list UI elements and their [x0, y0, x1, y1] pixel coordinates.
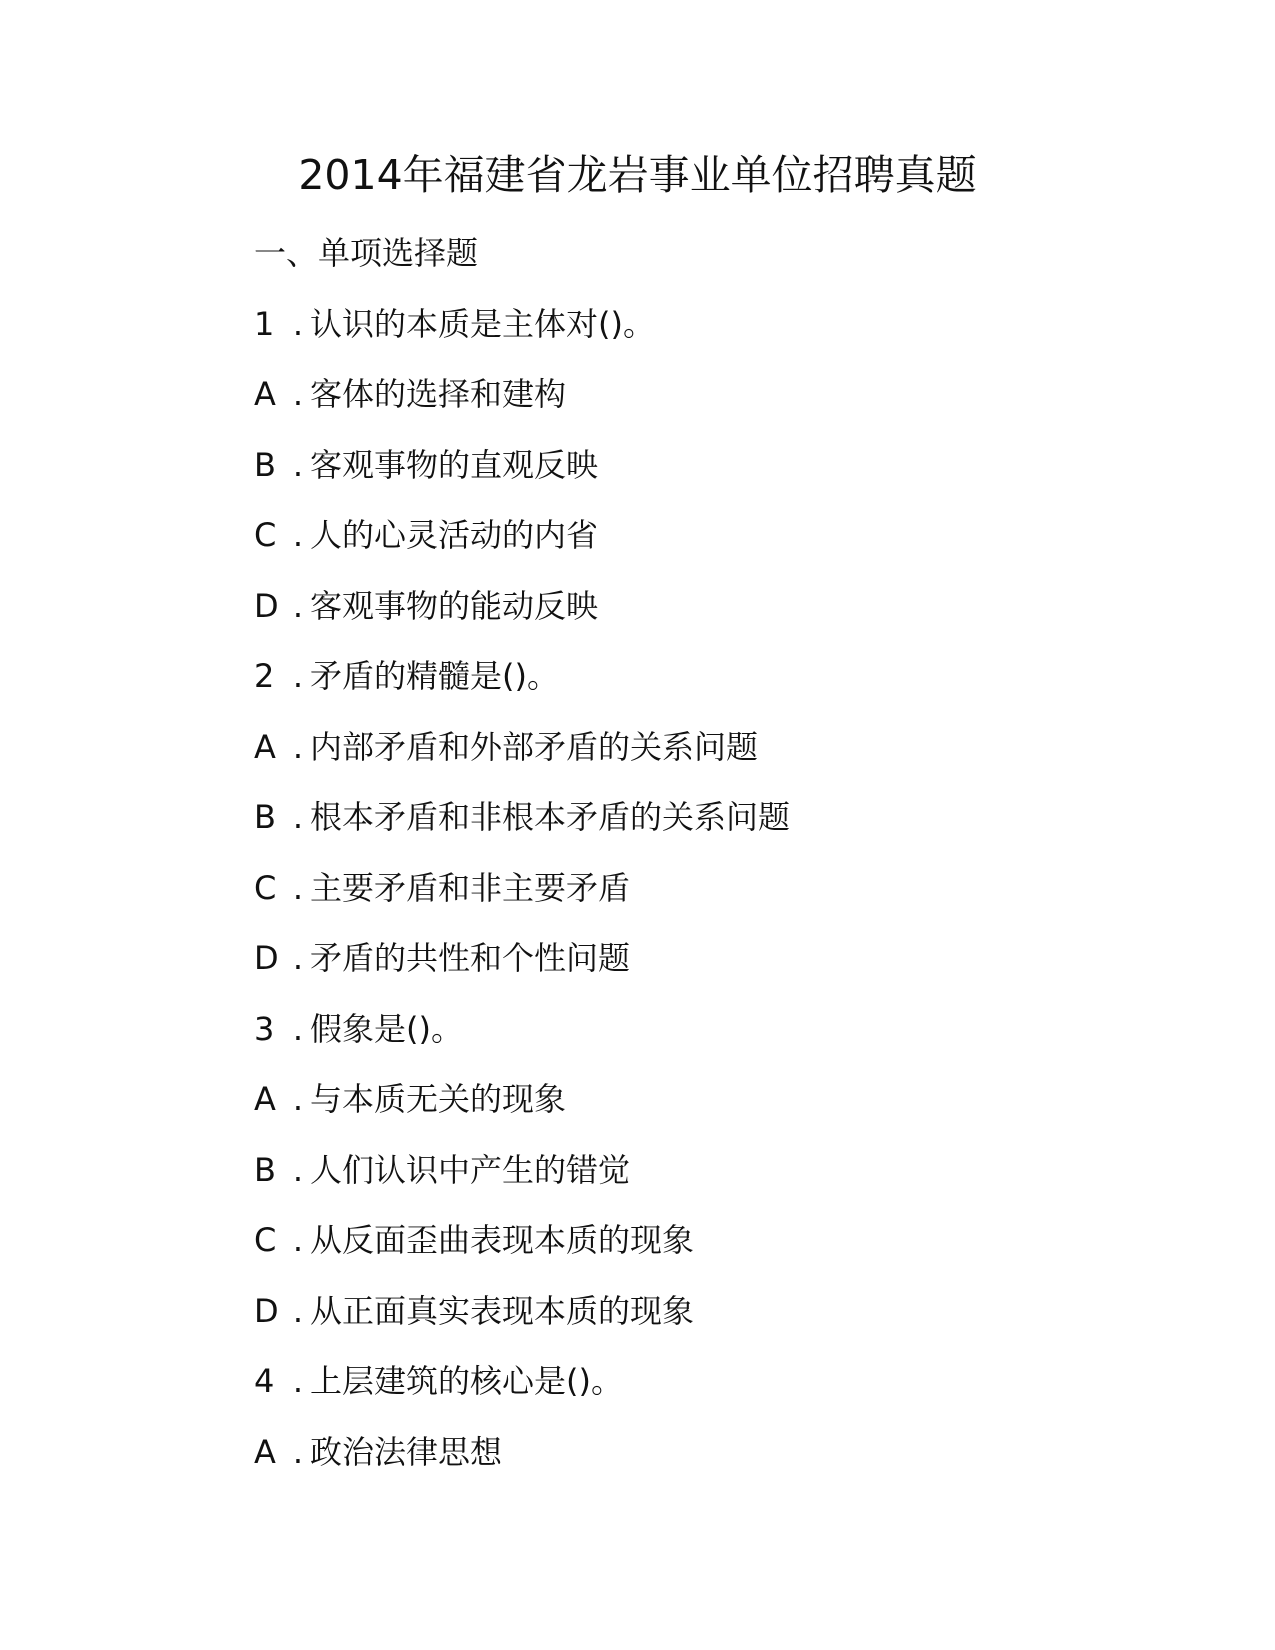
- option-letter: D: [254, 1291, 279, 1330]
- document-content: [254, 232, 1214, 1501]
- option-text: 主要矛盾和非主要矛盾: [310, 868, 631, 907]
- option-text: 内部矛盾和外部矛盾的关系问题: [310, 727, 759, 766]
- option-1-d: D . 客观事物的能动反映: [254, 586, 599, 625]
- question-2: 2 . 矛盾的精髓是()。: [254, 657, 559, 695]
- option-4-a: A . 政治法律思想: [254, 1432, 503, 1471]
- option-letter: A: [254, 1432, 276, 1471]
- question-4: 4 . 上层建筑的核心是()。: [254, 1362, 623, 1400]
- option-text: 客观事物的直观反映: [310, 445, 599, 484]
- question-number: 4: [254, 1362, 275, 1400]
- option-3-c: C . 从反面歪曲表现本质的现象: [254, 1221, 695, 1259]
- option-text: 人们认识中产生的错觉: [310, 1150, 631, 1189]
- option-1-c: C . 人的心灵活动的内省: [254, 516, 599, 554]
- option-text: 客体的选择和建构: [310, 375, 567, 413]
- option-3-a: A . 与本质无关的现象: [254, 1080, 567, 1118]
- option-letter: B: [254, 798, 276, 836]
- option-text: 从正面真实表现本质的现象: [310, 1291, 695, 1330]
- question-text: 假象是()。: [310, 1009, 463, 1048]
- option-letter: C: [254, 516, 277, 554]
- question-text: 认识的本质是主体对()。: [310, 304, 655, 343]
- question-number: 3: [254, 1009, 275, 1048]
- option-3-d: D . 从正面真实表现本质的现象: [254, 1291, 695, 1330]
- option-text: 与本质无关的现象: [310, 1080, 567, 1118]
- option-text: 矛盾的共性和个性问题: [310, 939, 631, 977]
- option-letter: D: [254, 586, 279, 625]
- document-title: 2014年福建省龙岩事业单位招聘真题: [298, 151, 977, 199]
- option-letter: A: [254, 1080, 276, 1118]
- option-1-a: A . 客体的选择和建构: [254, 375, 567, 413]
- option-text: 政治法律思想: [310, 1432, 503, 1471]
- option-letter: D: [254, 939, 279, 977]
- option-text: 根本矛盾和非根本矛盾的关系问题: [310, 798, 791, 836]
- option-text: 客观事物的能动反映: [310, 586, 599, 625]
- question-1: 1 . 认识的本质是主体对()。: [254, 304, 655, 343]
- option-2-d: D . 矛盾的共性和个性问题: [254, 939, 631, 977]
- option-letter: A: [254, 727, 276, 766]
- section-heading: 一、单项选择题: [254, 234, 479, 272]
- question-3: 3 . 假象是()。: [254, 1009, 463, 1048]
- option-3-b: B . 人们认识中产生的错觉: [254, 1150, 631, 1189]
- option-2-b: B . 根本矛盾和非根本矛盾的关系问题: [254, 798, 791, 836]
- question-text: 矛盾的精髓是()。: [310, 657, 559, 695]
- option-letter: C: [254, 1221, 277, 1259]
- option-text: 人的心灵活动的内省: [310, 516, 599, 554]
- option-1-b: B . 客观事物的直观反映: [254, 445, 599, 484]
- option-letter: B: [254, 1150, 276, 1189]
- option-text: 从反面歪曲表现本质的现象: [310, 1221, 695, 1259]
- option-2-c: C . 主要矛盾和非主要矛盾: [254, 868, 631, 907]
- option-letter: B: [254, 445, 276, 484]
- question-number: 2: [254, 657, 275, 695]
- option-2-a: A . 内部矛盾和外部矛盾的关系问题: [254, 727, 759, 766]
- option-letter: A: [254, 375, 276, 413]
- option-letter: C: [254, 868, 277, 907]
- question-text: 上层建筑的核心是()。: [310, 1362, 623, 1400]
- question-number: 1: [254, 304, 275, 343]
